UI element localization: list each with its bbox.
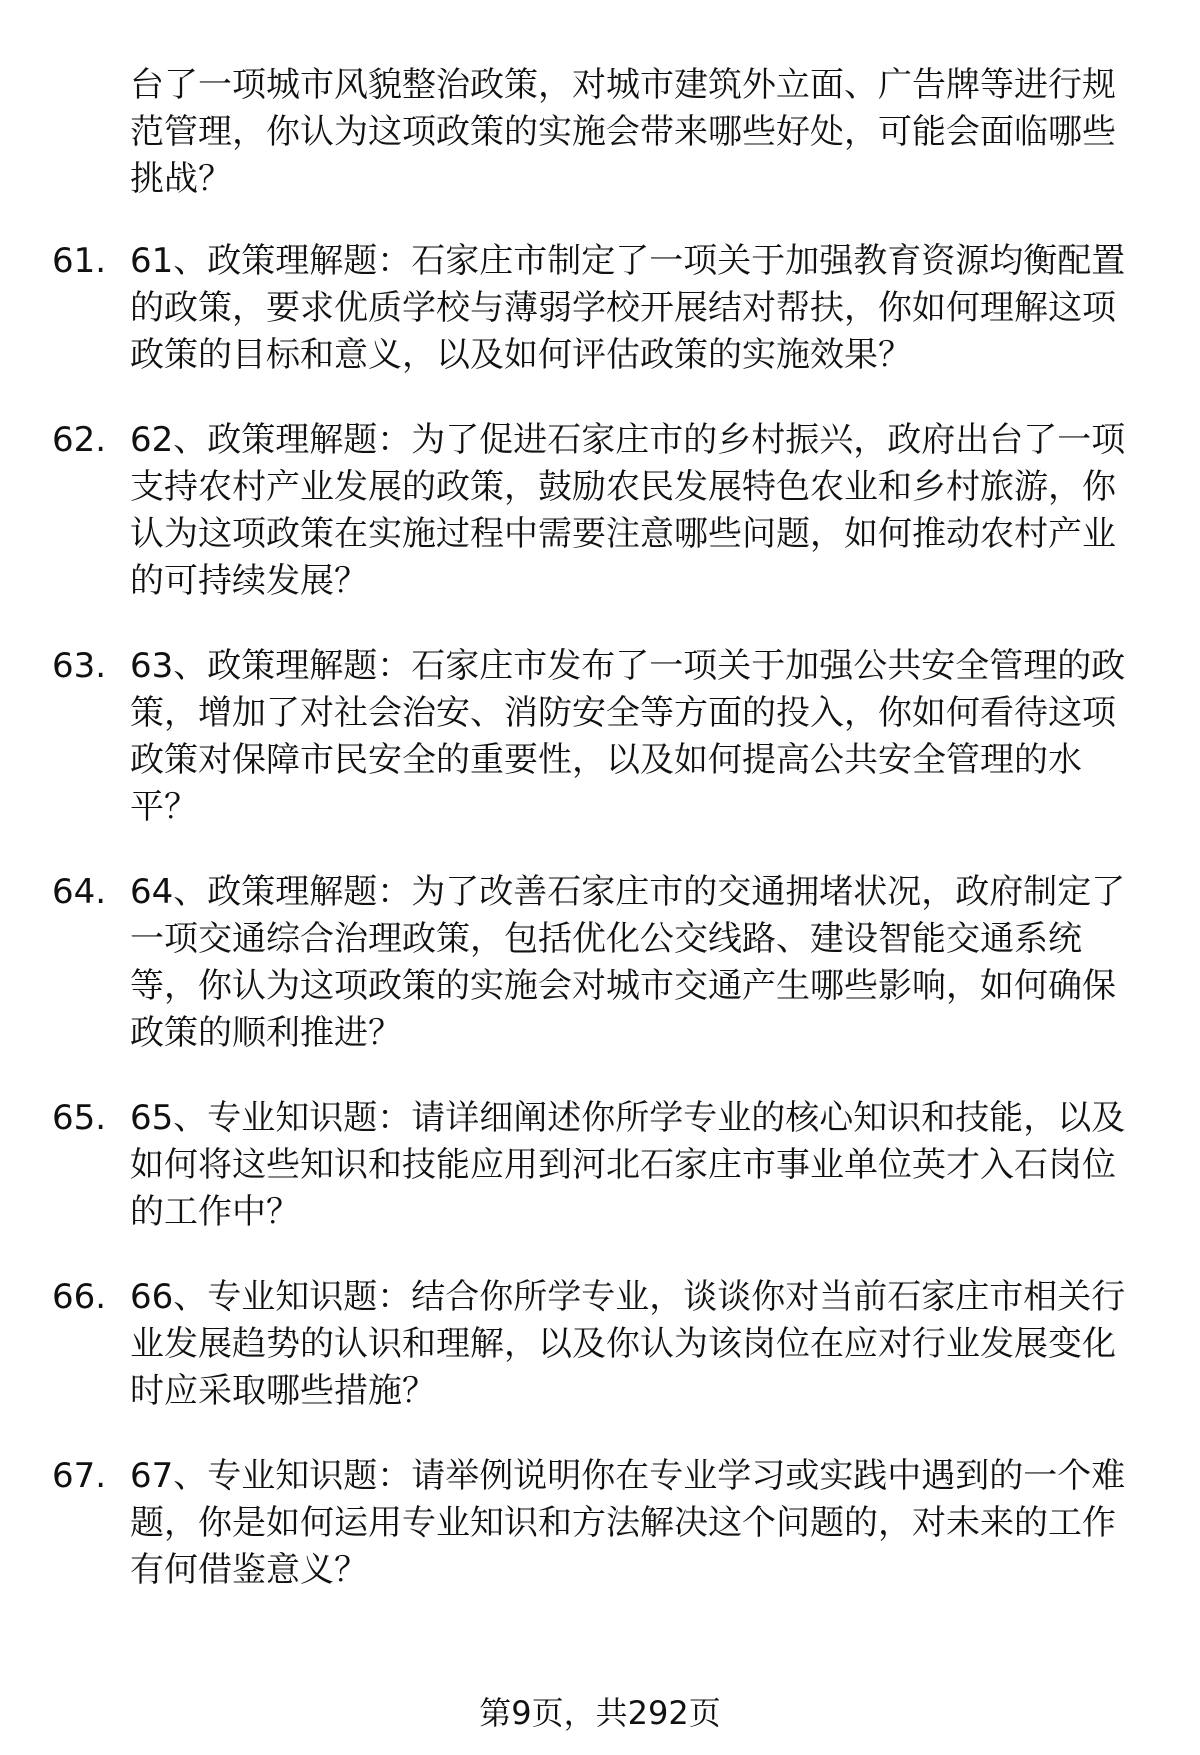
question-number: 65. xyxy=(52,1098,107,1138)
question-text: 65、专业知识题：请详细阐述你所学专业的核心知识和技能，以及如何将这些知识和技能应用到河北石家庄市事业单位英才入石岗位的工作中？ xyxy=(130,1098,1126,1232)
question-item xyxy=(0,1453,1140,1594)
question-number: 67. xyxy=(52,1456,107,1496)
page-footer: 第9页，共292页 xyxy=(479,1694,721,1732)
question-list xyxy=(0,238,1200,1632)
question-number: 64. xyxy=(52,872,107,912)
question-text: 61、政策理解题：石家庄市制定了一项关于加强教育资源均衡配置的政策，要求优质学校与薄弱学校开展结对帮扶，你如何理解这项政策的目标和意义，以及如何评估政策的实施效果？ xyxy=(130,241,1126,375)
question-text: 64、政策理解题：为了改善石家庄市的交通拥堵状况，政府制定了一项交通综合治理政策，包括优化公交线路、建设智能交通系统等，你认为这项政策的实施会对城市交通产生哪些影响，如何确保政策的顺利推进？ xyxy=(130,872,1126,1053)
question-number: 66. xyxy=(52,1277,107,1317)
continued-question-text: 台了一项城市风貌整治政策，对城市建筑外立面、广告牌等进行规范管理，你认为这项政策的实施会带来哪些好处，可能会面临哪些挑战？ xyxy=(130,65,1116,199)
question-item xyxy=(0,1095,1140,1236)
question-text: 62、政策理解题：为了促进石家庄市的乡村振兴，政府出台了一项支持农村产业发展的政策，鼓励农民发展特色农业和乡村旅游，你认为这项政策在实施过程中需要注意哪些问题，如何推动农村产业的可持续发展？ xyxy=(130,420,1126,601)
question-number: 63. xyxy=(52,646,107,686)
question-item xyxy=(0,1274,1140,1415)
question-item xyxy=(0,643,1140,831)
question-number: 61. xyxy=(52,241,107,281)
question-item xyxy=(0,417,1140,605)
question-item xyxy=(0,238,1140,379)
question-number: 62. xyxy=(52,420,107,460)
question-text: 63、政策理解题：石家庄市发布了一项关于加强公共安全管理的政策，增加了对社会治安、消防安全等方面的投入，你如何看待这项政策对保障市民安全的重要性，以及如何提高公共安全管理的水平？ xyxy=(130,646,1126,827)
question-text: 66、专业知识题：结合你所学专业，谈谈你对当前石家庄市相关行业发展趋势的认识和理解，以及你认为该岗位在应对行业发展变化时应采取哪些措施？ xyxy=(130,1277,1126,1411)
question-text: 67、专业知识题：请举例说明你在专业学习或实践中遇到的一个难题，你是如何运用专业知识和方法解决这个问题的，对未来的工作有何借鉴意义？ xyxy=(130,1456,1126,1590)
question-item xyxy=(0,869,1140,1057)
